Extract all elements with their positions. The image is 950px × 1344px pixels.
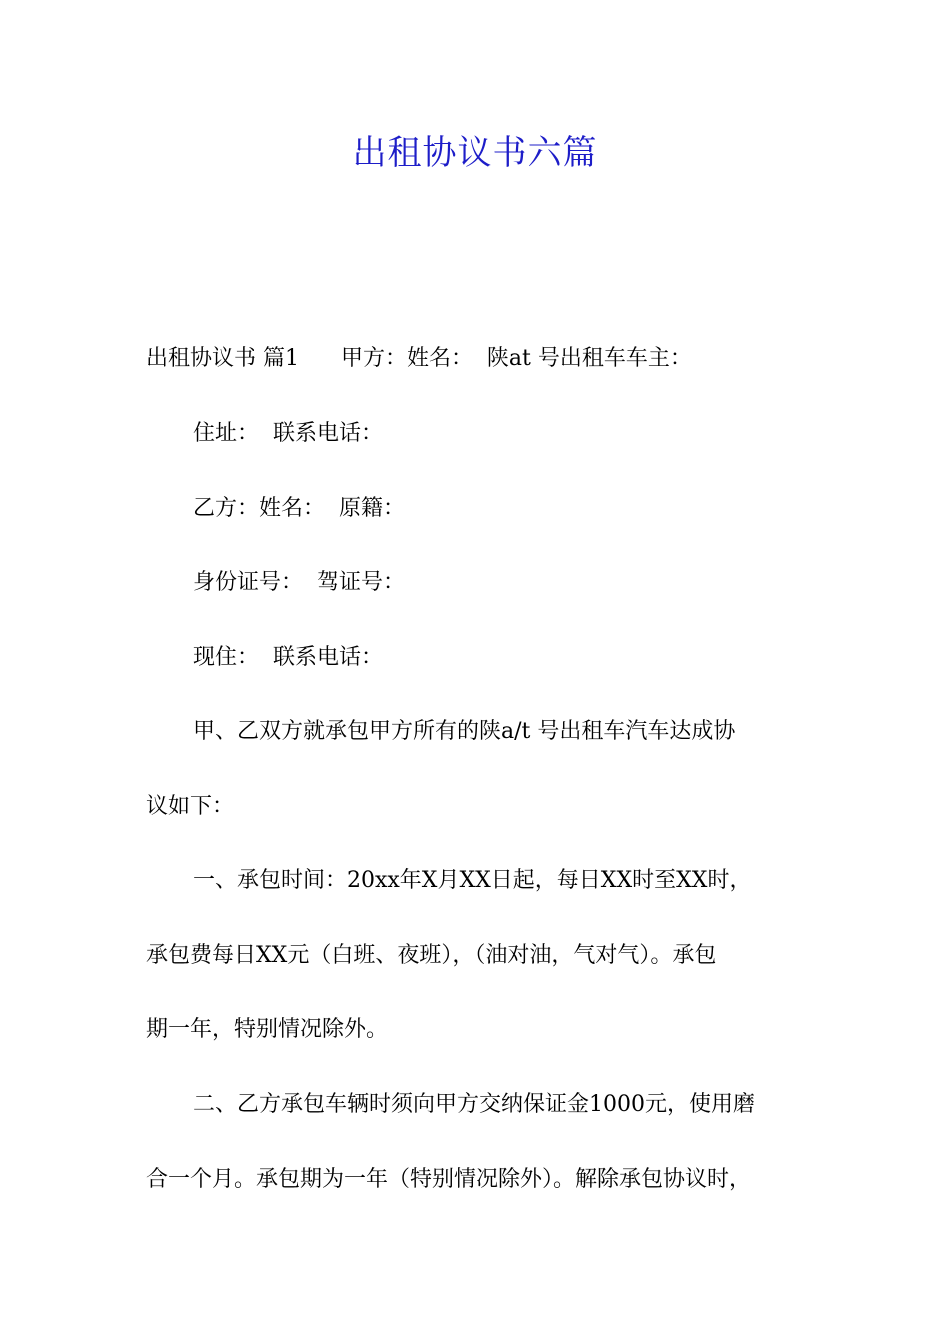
paragraph-line-agreement-intro: 甲、乙双方就承包甲方所有的陕a/t 号出租车汽车达成协 bbox=[193, 719, 736, 744]
paragraph-line-id: 身份证号： 驾证号： bbox=[193, 570, 405, 595]
paragraph-line-clause-1-cont: 承包费每日XX元（白班、夜班），（油对油，气对气）。承包 bbox=[146, 943, 717, 968]
paragraph-line-heading: 出租协议书 篇1 甲方：姓名： 陕at 号出租车车主： bbox=[146, 346, 692, 371]
paragraph-line-clause-2-cont: 合一个月。承包期为一年（特别情况除外）。解除承包协议时， bbox=[146, 1167, 752, 1192]
document-title: 出租协议书六篇 bbox=[352, 133, 598, 173]
paragraph-line-party-b: 乙方：姓名： 原籍： bbox=[193, 496, 405, 521]
paragraph-line-agreement-intro-cont: 议如下： bbox=[146, 794, 235, 819]
paragraph-line-clause-1: 一、承包时间：20xx年X月XX日起，每日XX时至XX时， bbox=[193, 868, 752, 893]
paragraph-line-clause-1-end: 期一年，特别情况除外。 bbox=[146, 1017, 389, 1042]
paragraph-line-residence: 现住： 联系电话： bbox=[193, 645, 383, 670]
paragraph-line-clause-2: 二、乙方承包车辆时须向甲方交纳保证金1000元，使用磨 bbox=[193, 1092, 755, 1117]
paragraph-line-address: 住址： 联系电话： bbox=[193, 421, 383, 446]
